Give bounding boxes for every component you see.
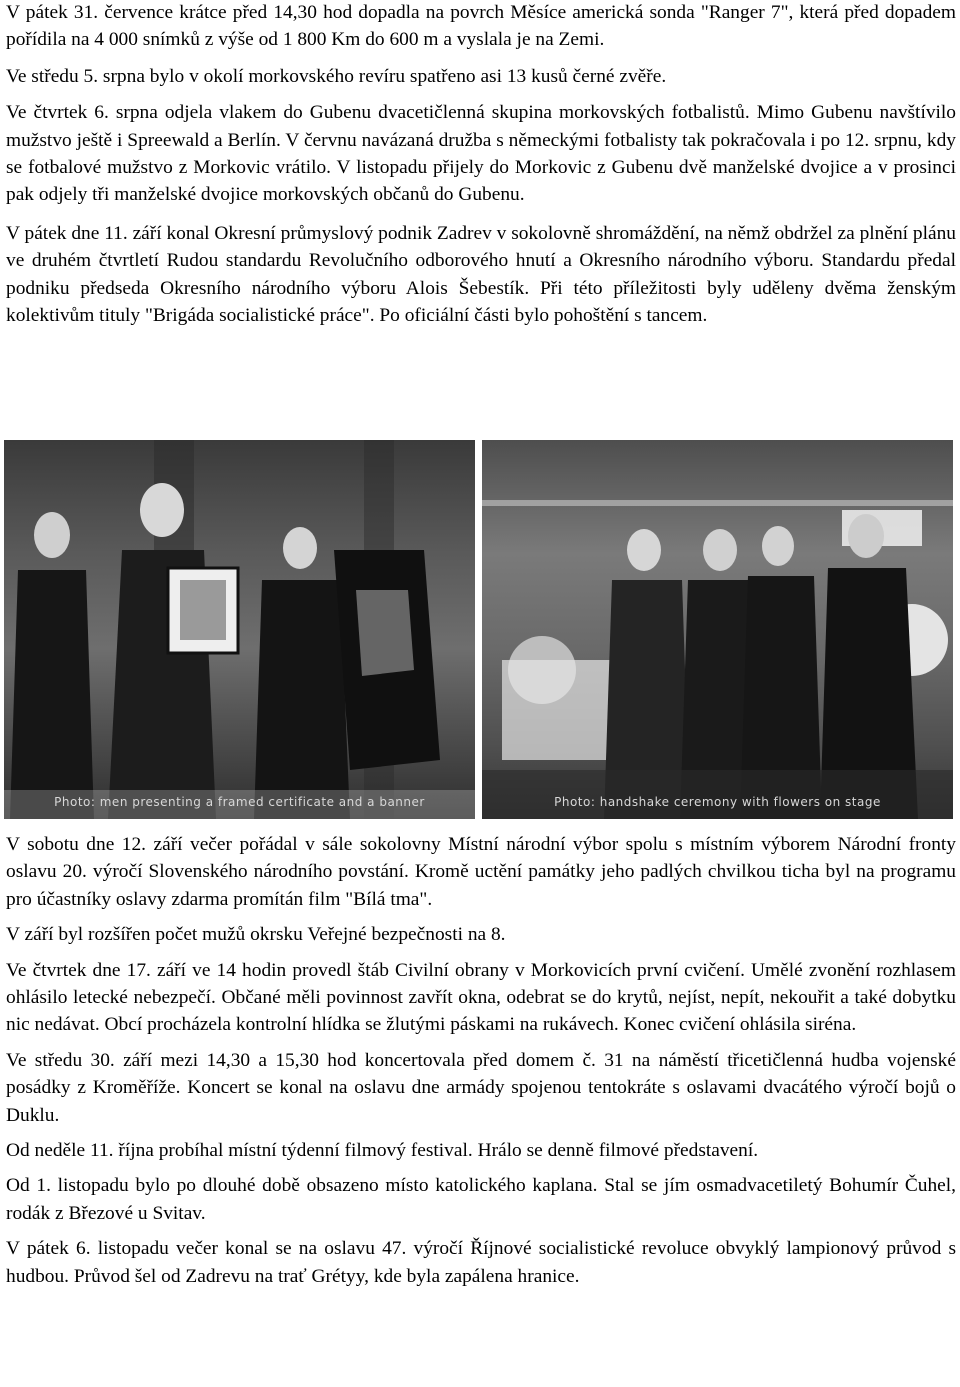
paragraph-film-festival: Od neděle 11. října probíhal místní týdenní filmový festival. Hrálo se denně filmové představení. <box>6 1140 759 1162</box>
photo-handshake-ceremony <box>482 440 953 819</box>
paragraph-guben-footballers: Ve čtvrtek 6. srpna odjela vlakem do Gubenu dvacetičlenná skupina morkovských fotbalistů. Mimo Gubenu navštívilo mužstvo ještě i Spreewald a Berlín. V červnu navázaná družba s německými fotbalisty tak pokračovala i po 12. srpnu, kdy se fotbalové mužstvo z Morkovic vrátilo. V listopadu přijely do Morkovic z Gubenu dvě manželské dvojice a v prosinci pak odjely tři manželské dvojice morkovských občanů do Gubenu. <box>6 102 956 206</box>
paragraph-black-game: Ve středu 5. srpna bylo v okolí morkovského revíru spatřeno asi 13 kusů černé zvěře. <box>6 65 667 87</box>
paragraph-civil-defence: Ve čtvrtek dne 17. září ve 14 hodin provedl štáb Civilní obrany v Morkovicích první cvičení. Umělé zvonění rozhlasem ohlásilo letecké nebezpečí. Občané měli povinnost zavřít okna, odebrat se do krytů, nejíst, nepít, nekouřit a také dobytku nic nedávat. Obcí procházela kontrolní hlídka se žlutými páskami na rukávech. Konec cvičení ohlásila siréna. <box>6 959 956 1036</box>
photo-left-caption: Photo: men presenting a framed certificate and a banner <box>54 795 425 809</box>
paragraph-snp-anniversary: V sobotu dne 12. září večer pořádal v sále sokolovny Místní národní výbor spolu s místním výborem Národní fronty oslavu 20. výročí Slovenského národního povstání. Kromě uctění památky jeho padlých chvilkou ticha byl na programu pro účastníky oslavy zdarma promítán film "Bílá tma". <box>6 834 956 910</box>
paragraph-zadrev-banner: V pátek dne 11. září konal Okresní průmyslový podnik Zadrev v sokolovně shromáždění, na němž obdržel za plnění plánu ve druhém čtvrtletí Rudou standardu Revolučního odborového hnutí a Okresního národního výboru. Standardu předal podniku předseda Okresního národního výboru Alois Šebestík. Při této příležitosti byly uděleny dvěma ženským kolektivům tituly "Brigáda socialistické práce". Po oficiální části bylo pohoštění s tancem. <box>6 222 956 327</box>
paragraph-military-band: Ve středu 30. září mezi 14,30 a 15,30 hod koncertovala před domem č. 31 na náměstí třicetičlenná hudba vojenské posádky z Kroměříže. Koncert se konal na oslavu dne armády spojenou tentokráte s oslavami dvacátého výročí bojů o Duklu. <box>6 1049 956 1126</box>
paragraph-chaplain: Od 1. listopadu bylo po dlouhé době obsazeno místo katolického kaplana. Stal se jím osmadvacetiletý Bohumír Čuhel, rodák z Březové u Svitav. <box>6 1175 956 1224</box>
photo-right-caption: Photo: handshake ceremony with flowers on stage <box>554 795 881 809</box>
text-block-bottom <box>6 831 956 1290</box>
paragraph-ranger-7: V pátek 31. července krátce před 14,30 hod dopadla na povrch Měsíce americká sonda "Ranger 7", která před dopadem pořídila na 4 000 snímků z výše od 1 800 Km do 600 m a vyslala je na Zemi. <box>6 2 956 51</box>
text-block-top <box>6 0 956 329</box>
photo-strip <box>4 440 953 819</box>
photo-certificate-presentation <box>4 440 475 819</box>
paragraph-lantern-parade: V pátek 6. listopadu večer konal se na oslavu 47. výročí Říjnové socialistické revoluce obvyklý lampionový průvod s hudbou. Průvod šel od Zadrevu na trať Grétyy, kde byla zapálena hranice. <box>6 1238 956 1287</box>
photo-certificate-presentation-drawing <box>4 440 475 819</box>
photo-handshake-ceremony-drawing <box>482 440 953 819</box>
paragraph-public-security: V září byl rozšířen počet mužů okrsku Veřejné bezpečnosti na 8. <box>6 924 506 946</box>
